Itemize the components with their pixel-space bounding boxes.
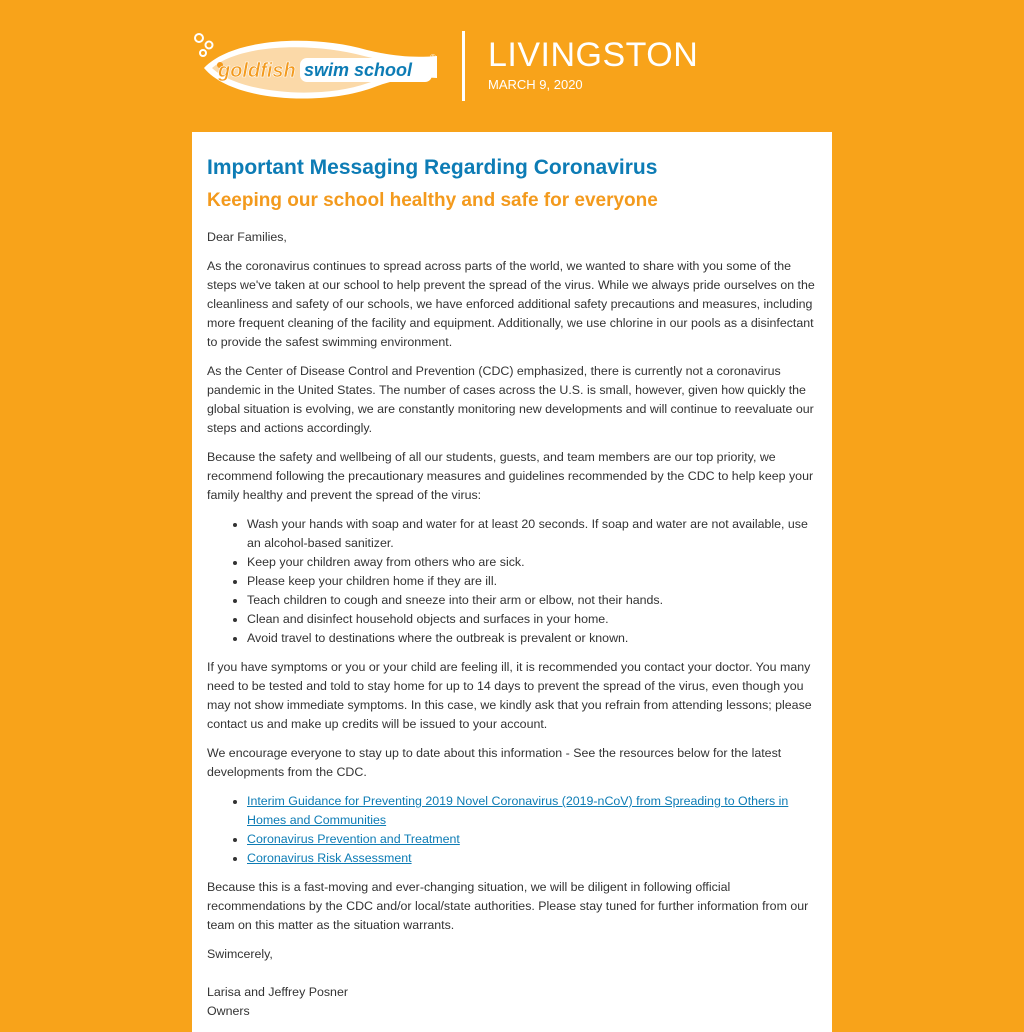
list-item: • Wash your hands with soap and water for at least 20 seconds. If soap and water are not available, use an alcohol-based sanitizer.: [247, 515, 818, 553]
registered-mark: ®: [430, 53, 436, 62]
location-title: LIVINGSTON: [488, 36, 699, 74]
logo-word-goldfish: goldfish: [218, 60, 296, 82]
list-item: [247, 849, 818, 868]
list-item: • Avoid travel to destinations where the outbreak is prevalent or known.: [247, 629, 818, 648]
email-header: [192, 28, 832, 106]
bubble-icon: [206, 42, 213, 49]
message-title: Important Messaging Regarding Coronavirus: [207, 156, 658, 179]
link-risk-assessment[interactable]: Coronavirus Risk Assessment: [247, 851, 412, 865]
body-paragraph: As the Center of Disease Control and Prevention (CDC) emphasized, there is currently not a coronavirus pandemic in the United States. The number of cases across the U.S. is small, however, given how quickly the global situation is evolving, we are constantly monitoring new developments and will continue to reevaluate our steps and actions accordingly.: [207, 364, 814, 435]
list-item: • Keep your children away from others who are sick.: [247, 553, 818, 572]
message-date: MARCH 9, 2020: [488, 77, 583, 92]
message-subtitle: Keeping our school healthy and safe for everyone: [207, 190, 658, 211]
greeting: Dear Families,: [207, 230, 287, 244]
body-paragraph: If you have symptoms or you or your child are feeling ill, it is recommended you contact your doctor. You many need to be tested and told to stay home for up to 14 days to prevent the spread of the virus, even though you may not show immediate symptoms. In this case, we kindly ask that you refrain from attending lessons; please contact us and make up credits will be issued to your account.: [207, 660, 812, 731]
goldfish-swim-school-logo[interactable]: [192, 28, 442, 106]
bubble-icon: [195, 34, 203, 42]
body-paragraph: Because the safety and wellbeing of all our students, guests, and team members are our top priority, we recommend following the precautionary measures and guidelines recommended by the CDC to help keep your family healthy and prevent the spread of the virus:: [207, 450, 814, 502]
list-item: • Please keep your children home if they are ill.: [247, 572, 818, 591]
signature-names: Larisa and Jeffrey Posner: [207, 985, 348, 999]
link-prevention-treatment[interactable]: Coronavirus Prevention and Treatment: [247, 832, 460, 846]
resource-links-list: [207, 792, 818, 868]
body-paragraph: We encourage everyone to stay up to date about this information - See the resources below for the latest developments from the CDC.: [207, 746, 782, 779]
list-item: • Teach children to cough and sneeze into their arm or elbow, not their hands.: [247, 591, 818, 610]
list-item: [247, 830, 818, 849]
signoff: Swimcerely,: [207, 947, 273, 961]
bubble-icon: [200, 50, 206, 56]
body-paragraph: As the coronavirus continues to spread across parts of the world, we wanted to share with you some of the steps we've taken at our school to help prevent the spread of the virus. While we always pride ourselves on the cleanliness and safety of our schools, we have enforced additional safety precautions and measures, including more frequent cleaning of the facility and equipment. Additionally, we use chlorine in our pools as a disinfectant to provide the safest swimming environment.: [207, 259, 815, 349]
signature-title: Owners: [207, 1004, 250, 1018]
logo-word-swimschool: swim school: [304, 60, 413, 80]
header-divider: [462, 31, 465, 101]
message-card: [192, 132, 832, 1032]
list-item: • Clean and disinfect household objects and surfaces in your home.: [247, 610, 818, 629]
precautions-list: [207, 515, 818, 648]
list-item: [247, 792, 818, 830]
link-interim-guidance[interactable]: Interim Guidance for Preventing 2019 Novel Coronavirus (2019-nCoV) from Spreading to Others in Homes and Communities: [247, 794, 789, 827]
body-paragraph: Because this is a fast-moving and ever-changing situation, we will be diligent in following official recommendations by the CDC and/or local/state authorities. Please stay tuned for further information from our team on this matter as the situation warrants.: [207, 880, 809, 932]
